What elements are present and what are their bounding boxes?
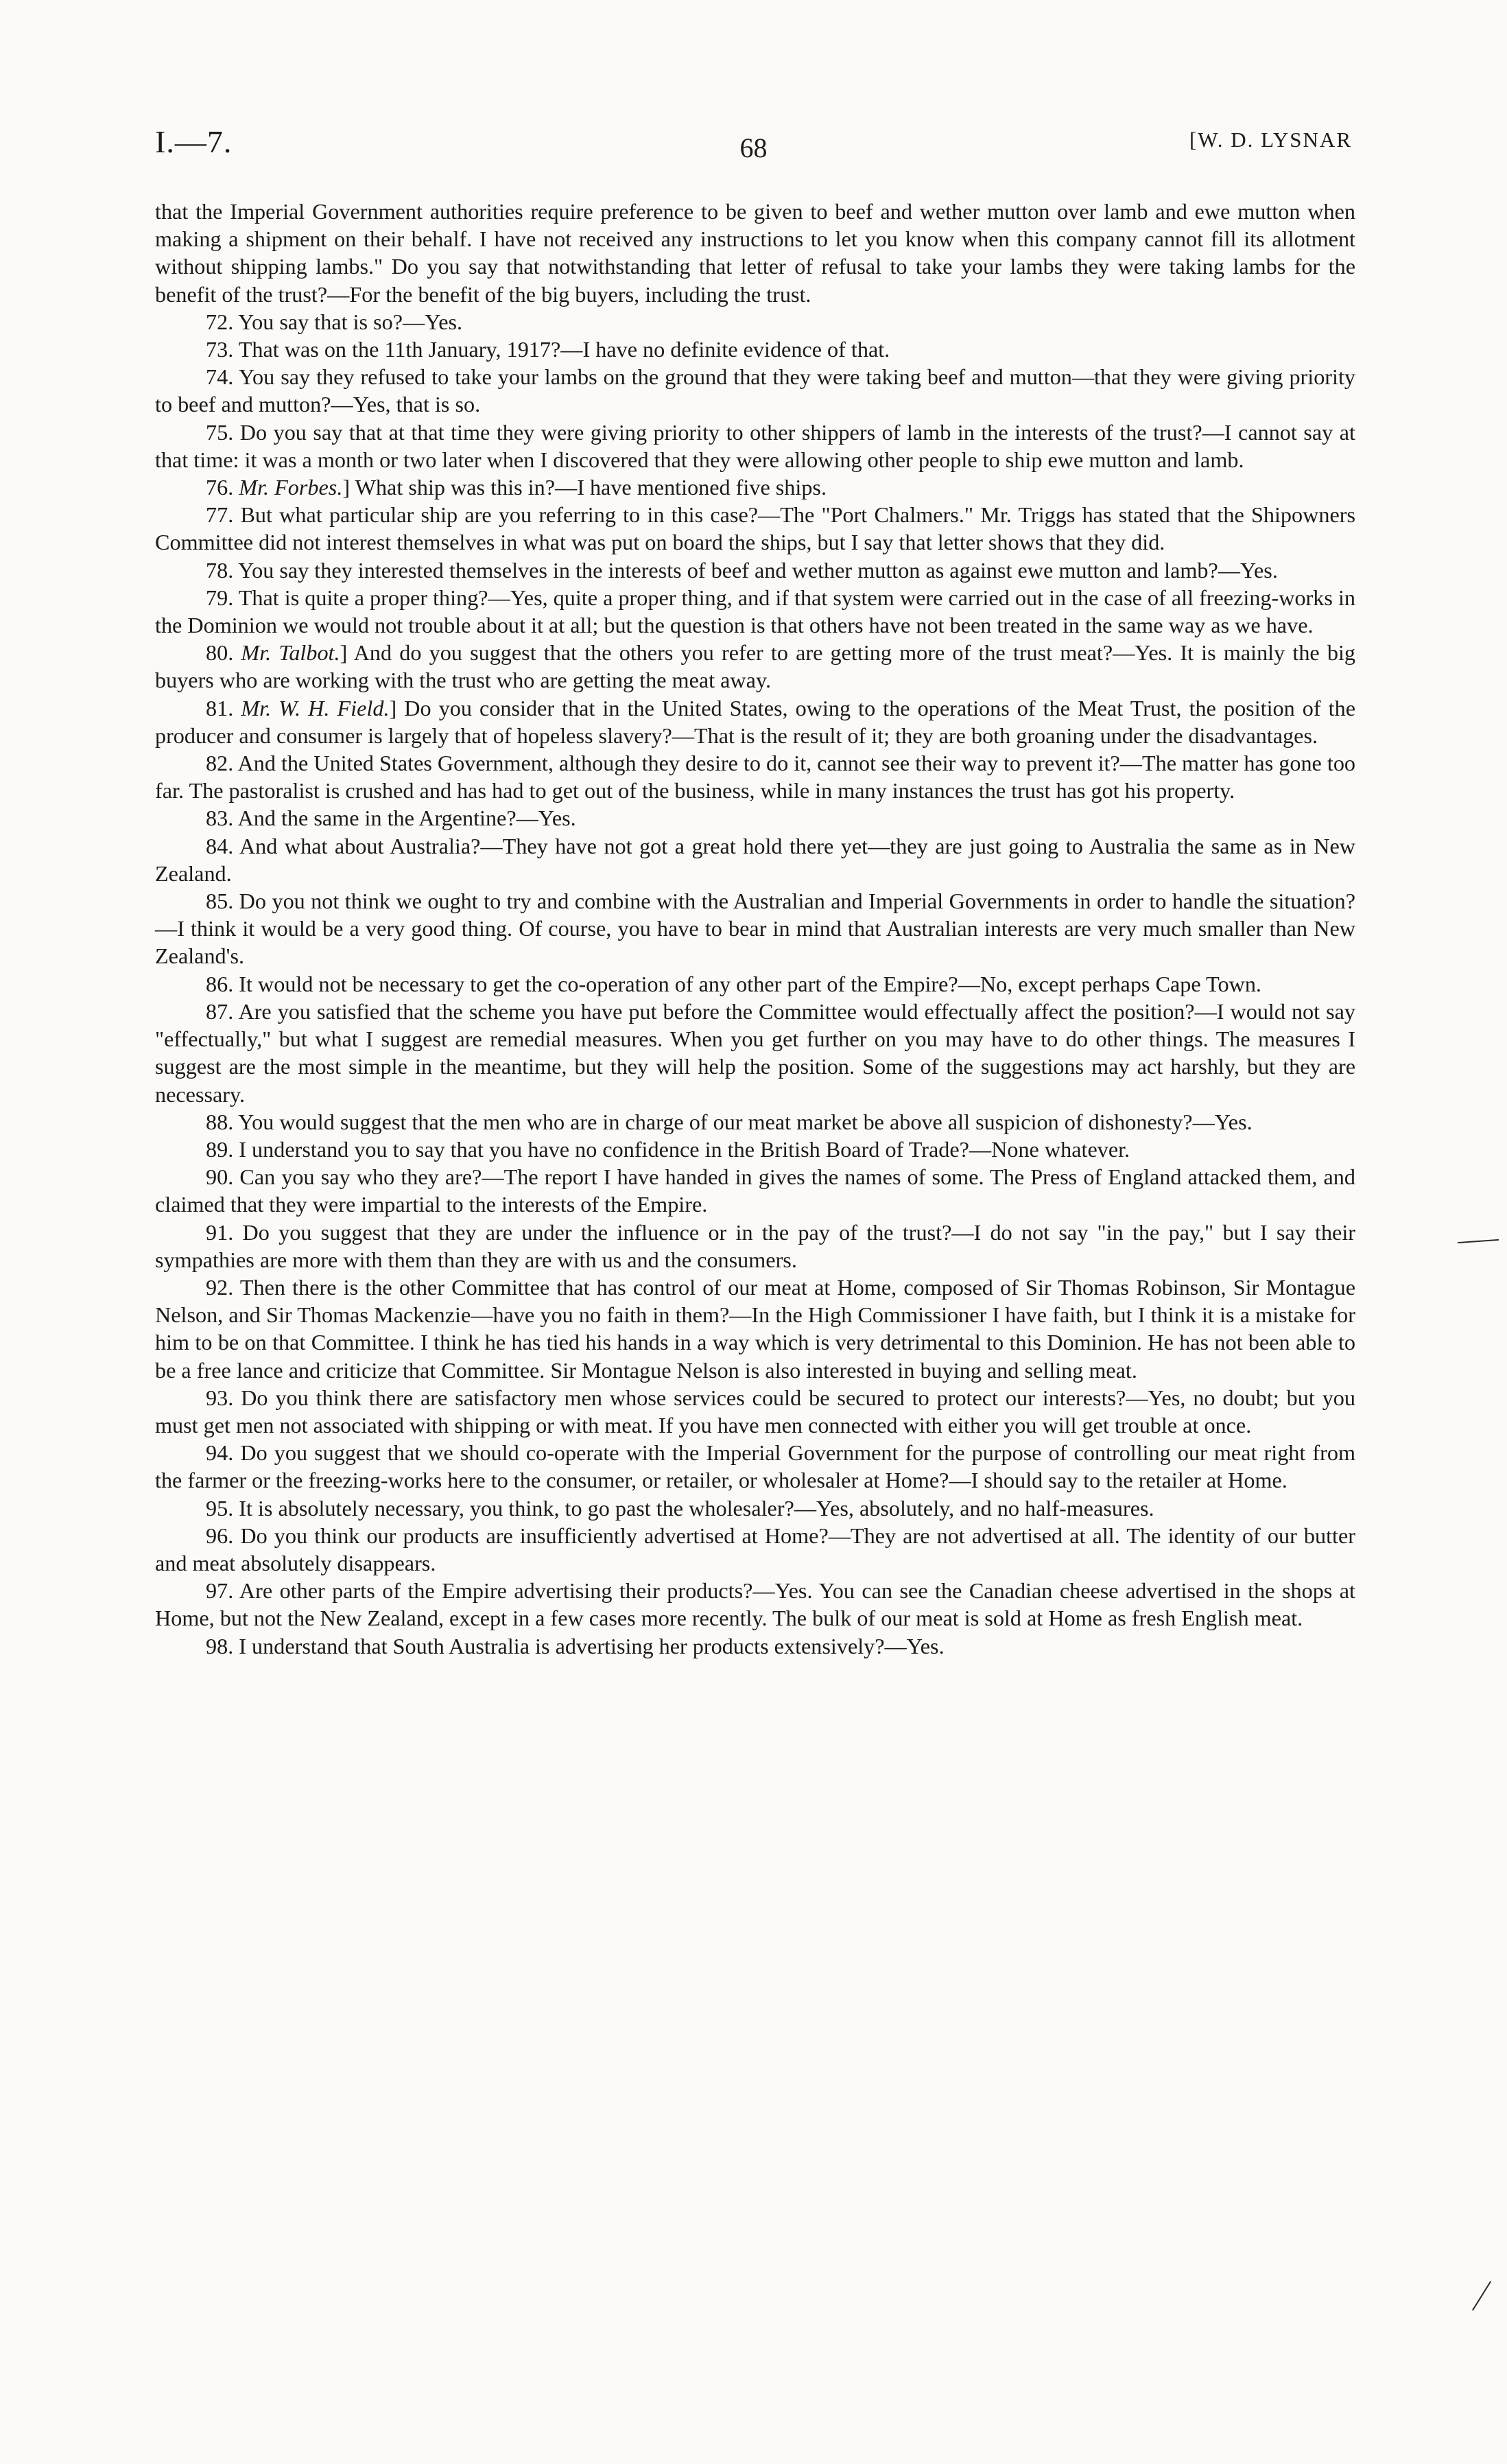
question-paragraph xyxy=(155,473,1355,501)
question-paragraph: 85. Do you not think we ought to try and combine with the Australian and Imperial Governments in order to handle the situation?—I think it would be a very good thing. Of course, you have to bear in mind that Australian interests are very much smaller than New Zealand's. xyxy=(155,889,1355,969)
question-paragraph: 77. But what particular ship are you referring to in this case?—The "Port Chalmers." Mr. Triggs has stated that the Shipowners Committee did not interest themselves in what was put on board the ships, but I say that letter shows that they did. xyxy=(155,502,1355,555)
paper-reference: I.—7. xyxy=(155,124,233,159)
question-paragraph: 90. Can you say who they are?—The report I have handed in gives the names of some. The Press of England attacked them, and claimed that they were impartial to the interests of the Empire. xyxy=(155,1164,1355,1217)
question-number: 80. xyxy=(206,640,241,666)
question-paragraph: 95. It is absolutely necessary, you think, to go past the wholesaler?—Yes, absolutely, and no half-measures. xyxy=(206,1495,1154,1521)
question-text: ] Do you consider that in the United States, owing to the operations of the Meat Trust, the position of the producer and consumer is largely that of hopeless slavery?—That is the result of it; they are both groaning under the disadvantages. xyxy=(155,695,1355,748)
question-paragraph: 89. I understand you to say that you have no confidence in the British Board of Trade?—None whatever. xyxy=(206,1136,1130,1162)
question-text: ] And do you suggest that the others you refer to are getting more of the trust meat?—Yes. It is mainly the big buyers who are working with the trust who are getting the meat away. xyxy=(155,640,1355,693)
question-paragraph: 98. I understand that South Australia is advertising her products extensively?—Yes. xyxy=(206,1633,945,1658)
margin-mark xyxy=(1472,2281,1491,2310)
question-paragraph: 74. You say they refused to take your lambs on the ground that they were taking beef and mutton—that they were giving priority to beef and mutton?—Yes, that is so. xyxy=(155,364,1355,417)
page-header xyxy=(155,124,1352,178)
speaker-name: Mr. Talbot. xyxy=(241,640,340,666)
question-paragraph: 92. Then there is the other Committee that has control of our meat at Home, composed of Sir Thomas Robinson, Sir Montague Nelson, and Sir Thomas Mackenzie—have you no faith in them?—In the High Commissioner I have faith, but I think it is a mistake for him to be on that Committee. I think he has tied his hands in a way which is very detrimental to this Dominion. He has not been able to be a free lance and criticize that Committee. Sir Montague Nelson is also interested in buying and selling meat. xyxy=(155,1274,1355,1383)
page-number: 68 xyxy=(739,132,768,163)
question-paragraph: 91. Do you suggest that they are under the influence or in the pay of the trust?—I do not say "in the pay," but I say their sympathies are more with them than they are with us and the consumers. xyxy=(155,1219,1355,1272)
question-paragraph: 88. You would suggest that the men who are in charge of our meat market be above all suspicion of dishonesty?—Yes. xyxy=(206,1109,1253,1134)
question-paragraph: 78. You say they interested themselves in the interests of beef and wether mutton as against ewe mutton and lamb?—Yes. xyxy=(206,557,1278,583)
speaker-name: Mr. W. H. Field. xyxy=(241,695,390,720)
evidence-text xyxy=(155,198,1355,1660)
question-paragraph: 84. And what about Australia?—They have not got a great hold there yet—they are just going to Australia the same as in New Zealand. xyxy=(155,833,1355,886)
question-paragraph: 79. That is quite a proper thing?—Yes, quite a proper thing, and if that system were carried out in the case of all freezing-works in the Dominion we would not trouble about it at all; but the question is that others have not been treated in the same way as we have. xyxy=(155,585,1355,638)
question-text: ] What ship was this in?—I have mentioned five ships. xyxy=(342,475,827,500)
question-paragraph: 83. And the same in the Argentine?—Yes. xyxy=(206,806,576,831)
witness-name: [W. D. LYSNAR xyxy=(1189,128,1352,152)
margin-mark xyxy=(1458,1239,1499,1243)
question-paragraph: 73. That was on the 11th January, 1917?—I have no definite evidence of that. xyxy=(206,337,890,362)
question-number: 81. xyxy=(206,695,241,720)
question-paragraph: 75. Do you say that at that time they were giving priority to other shippers of lamb in the interests of the trust?—I cannot say at that time: it was a month or two later when I discovered that they were allowing other people to ship ewe mutton and lamb. xyxy=(155,419,1355,472)
question-paragraph: 86. It would not be necessary to get the co-operation of any other part of the Empire?—No, except perhaps Cape Town. xyxy=(206,971,1261,996)
question-paragraph: 87. Are you satisfied that the scheme you have put before the Committee would effectually affect the position?—I would not say "effectually," but what I suggest are remedial measures. When you get further on you may have to do other things. The measures I suggest are the most simple in the meantime, but they will help the position. Some of the suggestions may act harshly, but they are necessary. xyxy=(155,998,1355,1107)
question-number: 76. xyxy=(206,475,239,500)
speaker-name: Mr. Forbes. xyxy=(239,475,343,500)
question-list xyxy=(155,308,1355,1660)
question-paragraph: 96. Do you think our products are insufficiently advertised at Home?—They are not advertised at all. The identity of our butter and meat absolutely disappears. xyxy=(155,1523,1355,1575)
question-paragraph: 82. And the United States Government, although they desire to do it, cannot see their way to prevent it?—The matter has gone too far. The pastoralist is crushed and has had to get out of the business, while in many instances the trust has got his property. xyxy=(155,751,1356,803)
question-paragraph: 97. Are other parts of the Empire advertising their products?—Yes. You can see the Canadian cheese advertised in the shops at Home, but not the New Zealand, except in a few cases more recently. The bulk of our meat is sold at Home as fresh English meat. xyxy=(155,1578,1355,1631)
lead-paragraph: that the Imperial Government authorities require preference to be given to beef and wether mutton over lamb and ewe mutton when making a shipment on their behalf. I have not received any instructions to let you know when this company cannot fill its allotment without shipping lambs." Do you say that notwithstanding that letter of refusal to take your lambs they were taking lambs for the benefit of the trust?—For the benefit of the big buyers, including the trust. xyxy=(155,199,1355,307)
question-paragraph xyxy=(155,639,1355,694)
question-paragraph: 93. Do you think there are satisfactory men whose services could be secured to protect our interests?—Yes, no doubt; but you must get men not associated with shipping or with meat. If you have men connected with either you will get trouble at once. xyxy=(155,1385,1355,1438)
question-paragraph: 94. Do you suggest that we should co-operate with the Imperial Government for the purpose of controlling our meat right from the farmer or the freezing-works here to the consumer, or retailer, or wholesaler at Home?—I should say to the retailer at Home. xyxy=(155,1440,1355,1493)
question-paragraph: 72. You say that is so?—Yes. xyxy=(206,309,463,334)
question-paragraph xyxy=(155,694,1355,749)
